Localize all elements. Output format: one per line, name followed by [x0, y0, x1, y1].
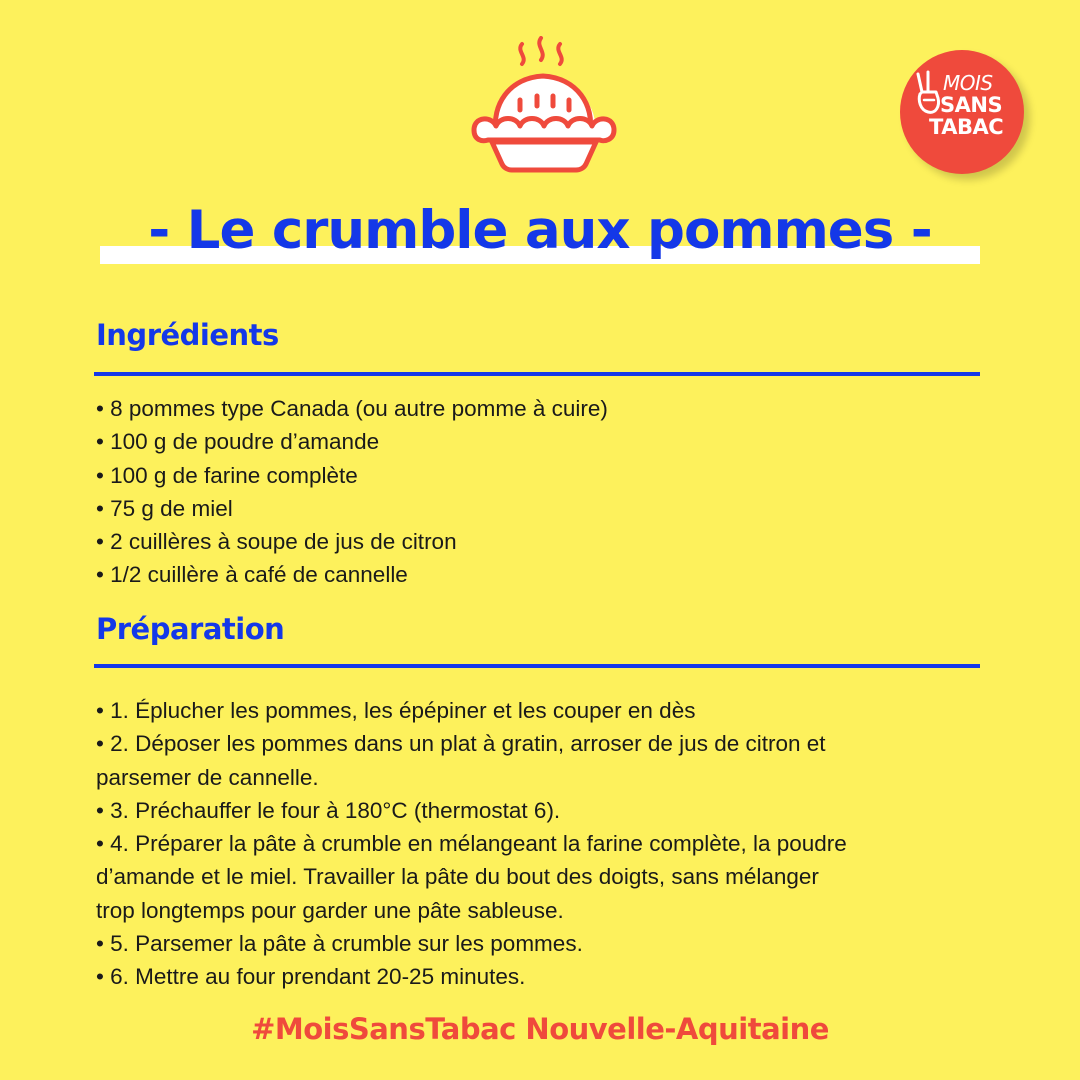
- preparation-line: trop longtemps pour garder une pâte sableuse.: [96, 897, 564, 923]
- preparation-divider: [94, 664, 980, 668]
- pie-icon: [462, 36, 622, 178]
- preparation-line: • 5. Parsemer la pâte à crumble sur les pommes.: [96, 931, 583, 957]
- title-block: [0, 198, 1080, 288]
- preparation-line: • 4. Préparer la pâte à crumble en mélangeant la farine complète, la poudre: [96, 831, 847, 857]
- badge-text-mois: MOIS: [943, 71, 993, 95]
- preparation-line: d’amande et le miel. Travailler la pâte du bout des doigts, sans mélanger: [96, 864, 819, 890]
- preparation-line: parsemer de cannelle.: [96, 764, 319, 790]
- ingredients-heading: Ingrédients: [96, 318, 279, 352]
- badge-text-tabac: TABAC: [929, 115, 1004, 139]
- ingredient-item: • 75 g de miel: [96, 495, 233, 521]
- ingredient-item: • 8 pommes type Canada (ou autre pomme à cuire): [96, 396, 608, 421]
- preparation-steps: [96, 694, 986, 994]
- ingredients-list: [96, 392, 986, 592]
- ingredients-divider: [94, 372, 980, 376]
- preparation-heading: Préparation: [96, 612, 285, 646]
- ingredient-item: • 100 g de poudre d’amande: [96, 429, 380, 455]
- hashtag-footer: #MoisSansTabac Nouvelle-Aquitaine: [251, 1012, 829, 1046]
- ingredient-item: • 1/2 cuillère à café de cannelle: [96, 562, 408, 588]
- preparation-line: • 6. Mettre au four prendant 20-25 minutes.: [96, 964, 526, 990]
- mois-sans-tabac-badge: [900, 50, 1036, 174]
- ingredient-item: • 100 g de farine complète: [96, 462, 358, 488]
- page-title: - Le crumble aux pommes -: [148, 200, 932, 261]
- badge-text-sans: SANS: [940, 93, 1003, 117]
- preparation-line: • 3. Préchauffer le four à 180°C (thermostat 6).: [96, 797, 561, 823]
- ingredient-item: • 2 cuillères à soupe de jus de citron: [96, 529, 457, 555]
- preparation-line: • 1. Éplucher les pommes, les épépiner et les couper en dès: [96, 698, 696, 723]
- preparation-line: • 2. Déposer les pommes dans un plat à gratin, arroser de jus de citron et: [96, 731, 826, 757]
